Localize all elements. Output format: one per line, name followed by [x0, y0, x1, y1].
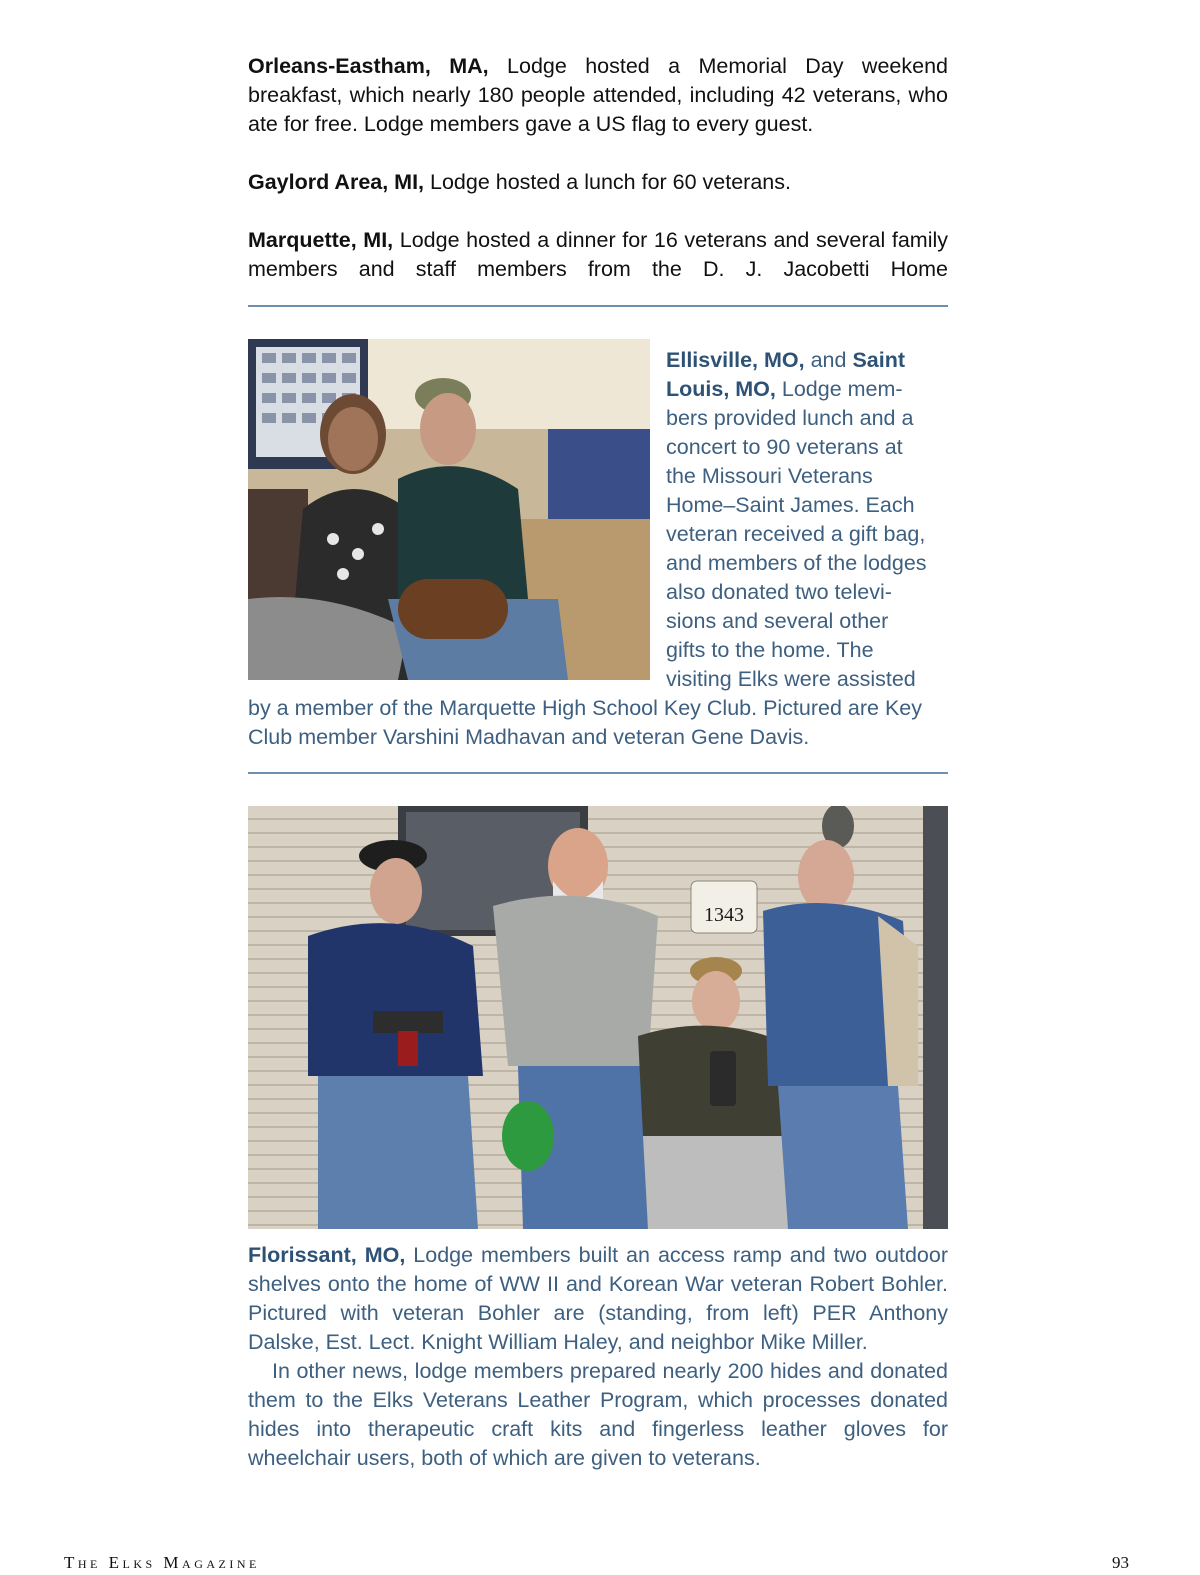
entry-orleans — [248, 52, 948, 139]
caption-line: bers provided lunch and a — [666, 406, 914, 430]
caption-line: gifts to the home. The — [666, 638, 874, 662]
entry-marquette — [248, 226, 948, 284]
feature1-caption-tail — [248, 694, 948, 752]
caption-paragraph — [248, 1241, 948, 1357]
caption-line — [666, 375, 951, 404]
photo-ramp-builders — [248, 806, 948, 1229]
caption-text: Lodge members built an access ramp and two outdoor shelves onto the home of WW II and Korean War veteran Robert Bohler. Pictured with veteran Bohler are (standing, from left) PER Anthony Dalske, Est. Lect. Knight William Haley, and neighbor Mike Miller. — [248, 1243, 948, 1354]
feature2-caption — [248, 1241, 948, 1473]
caption-line: veteran received a gift bag, — [666, 522, 926, 546]
caption-line: also donated two televi- — [666, 580, 892, 604]
entry-gaylord — [248, 168, 948, 197]
caption-line — [666, 346, 951, 375]
caption-lead-2a: Saint — [852, 348, 906, 372]
photo-illustration — [248, 806, 948, 1229]
caption-text: Lodge mem- — [775, 377, 903, 401]
photo-key-club-veteran — [248, 339, 650, 680]
entry-body: Lodge hosted a lunch for 60 veterans. — [424, 170, 791, 194]
caption-line: concert to 90 veterans at — [666, 435, 903, 459]
feature1-side-caption — [666, 346, 951, 694]
caption-lead-2b: Louis, MO, — [666, 377, 776, 401]
section-divider — [248, 772, 948, 774]
caption-line: Home–Saint James. Each — [666, 493, 915, 517]
entry-lead: Marquette, MI, — [248, 228, 394, 252]
caption-line: visiting Elks were assisted — [666, 667, 916, 691]
caption-paragraph-2: In other news, lodge members prepared nearly 200 hides and donated them to the Elks Veterans Leather Program, which processes donated hides into therapeutic craft kits and fingerless leather gloves for wheelchair users, both of which are given to veterans. — [248, 1359, 948, 1470]
entry-lead: Gaylord Area, MI, — [248, 170, 425, 194]
caption-conjunction: and — [804, 348, 853, 372]
entry-lead: Orleans-Eastham, MA, — [248, 54, 489, 78]
entry-body: Lodge hosted a dinner for 16 veterans and several family members and staff members from the D. J. Jacobetti Home — [248, 228, 948, 281]
photo-illustration — [248, 339, 650, 680]
caption-line: the Missouri Veterans — [666, 464, 873, 488]
caption-text: by a member of the Marquette High School Key Club. Pictured are Key Club member Varshini Madhavan and veteran Gene Davis. — [248, 696, 923, 749]
page-number: 93 — [1112, 1553, 1129, 1572]
caption-line: and members of the lodges — [666, 551, 927, 575]
caption-line: sions and several other — [666, 609, 889, 633]
section-divider — [248, 305, 948, 307]
entry-body: Lodge hosted a Memorial Day weekend breakfast, which nearly 180 people attended, including 42 veterans, who ate for free. Lodge members gave a US flag to every guest. — [248, 54, 948, 136]
house-number: 1343 — [704, 904, 744, 926]
caption-lead: Ellisville, MO, — [666, 348, 805, 372]
magazine-name: The Elks Magazine — [64, 1553, 260, 1572]
caption-lead: Florissant, MO, — [248, 1243, 406, 1267]
